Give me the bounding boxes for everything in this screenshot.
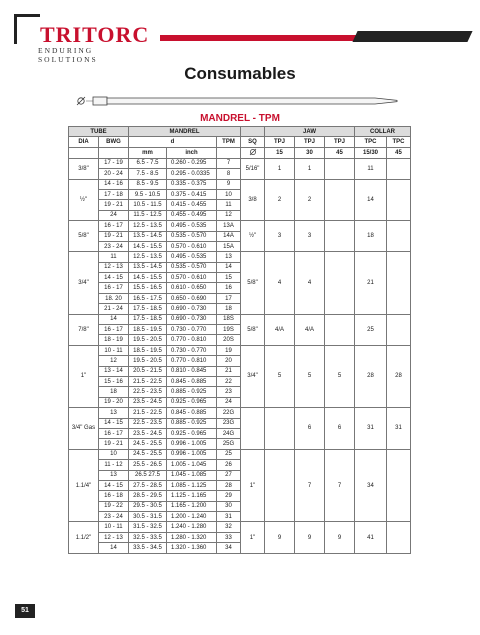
- cell-tpj-15: [265, 408, 295, 450]
- page-title: Consumables: [184, 64, 296, 83]
- cell-d-inch: 0.335 - 0.375: [167, 179, 217, 189]
- cell-bwg: 14: [99, 543, 129, 553]
- cell-d-inch: 0.610 - 0.650: [167, 283, 217, 293]
- cell-d-inch: 1.005 - 1.045: [167, 460, 217, 470]
- cell-bwg: 10 - 11: [99, 345, 129, 355]
- cell-d-mm: 8.5 - 9.5: [129, 179, 167, 189]
- cell-tpm: 18: [217, 304, 241, 314]
- cell-d-inch: 0.810 - 0.845: [167, 366, 217, 376]
- cell-d-mm: 20.5 - 21.5: [129, 366, 167, 376]
- cell-bwg: 13: [99, 470, 129, 480]
- cell-d-mm: 23.5 - 24.5: [129, 428, 167, 438]
- cell-d-mm: 27.5 - 28.5: [129, 480, 167, 490]
- table-row: [69, 522, 411, 532]
- cell-sq: 3/4": [241, 345, 265, 407]
- cell-tpc-1530: 11: [355, 158, 387, 179]
- col-header-tpj-15: TPJ: [265, 137, 295, 147]
- cell-tpm: 19: [217, 345, 241, 355]
- cell-tpj-15: 5: [265, 345, 295, 407]
- diameter-symbol-icon: [77, 97, 85, 105]
- col-header-bwg: BWG: [99, 137, 129, 147]
- cell-tpm: 20: [217, 356, 241, 366]
- cell-tpm: 23G: [217, 418, 241, 428]
- group-header-jaw: JAW: [265, 127, 355, 137]
- cell-sq: 5/8": [241, 314, 265, 345]
- cell-bwg: 12: [99, 356, 129, 366]
- cell-tpm: 25G: [217, 439, 241, 449]
- cell-tpm: 21: [217, 366, 241, 376]
- cell-tpm: 24G: [217, 428, 241, 438]
- table-unit-header-row: [69, 147, 411, 158]
- cell-tpm: 7: [217, 158, 241, 168]
- group-header-collar: COLLAR: [355, 127, 411, 137]
- cell-d-inch: 0.770 - 0.810: [167, 335, 217, 345]
- cell-tpj-15: 3: [265, 221, 295, 252]
- unit-tpc-1530: 15/30: [355, 147, 387, 158]
- cell-tpj-45: 5: [325, 345, 355, 407]
- unit-sq: [241, 147, 265, 158]
- cell-d-inch: 0.925 - 0.965: [167, 428, 217, 438]
- cell-bwg: 14 - 15: [99, 418, 129, 428]
- cell-d-inch: 1.045 - 1.085: [167, 470, 217, 480]
- cell-tpj-30: 3: [295, 221, 325, 252]
- cell-d-inch: 0.650 - 0.690: [167, 293, 217, 303]
- page-header: [0, 0, 480, 64]
- unit-dia: [69, 147, 99, 158]
- cell-d-inch: 0.730 - 0.770: [167, 345, 217, 355]
- cell-d-mm: 23.5 - 24.5: [129, 397, 167, 407]
- cell-tpj-30: 4/A: [295, 314, 325, 345]
- cell-tpc-1530: 34: [355, 449, 387, 522]
- cell-d-mm: 6.5 - 7.5: [129, 158, 167, 168]
- unit-tpc-45: 45: [387, 147, 411, 158]
- cell-bwg: 14 - 15: [99, 480, 129, 490]
- cell-dia: 1": [69, 345, 99, 407]
- cell-d-inch: 1.320 - 1.360: [167, 543, 217, 553]
- cell-bwg: 19 - 22: [99, 501, 129, 511]
- cell-tpj-30: 4: [295, 252, 325, 314]
- cell-d-inch: 0.770 - 0.810: [167, 356, 217, 366]
- cell-tpj-30: 1: [295, 158, 325, 179]
- cell-tpj-15: 1: [265, 158, 295, 179]
- cell-d-mm: 25.5 - 26.5: [129, 460, 167, 470]
- cell-tpm: 30: [217, 501, 241, 511]
- cell-tpm: 24: [217, 397, 241, 407]
- cell-d-mm: 12.5 - 13.5: [129, 221, 167, 231]
- cell-bwg: 16 - 17: [99, 428, 129, 438]
- cell-dia: 5/8": [69, 221, 99, 252]
- cell-tpm: 12: [217, 210, 241, 220]
- cell-sq: 5/8": [241, 252, 265, 314]
- cell-tpm: 9: [217, 179, 241, 189]
- cell-tpj-45: [325, 314, 355, 345]
- cell-tpm: 28: [217, 480, 241, 490]
- cell-tpj-30: 2: [295, 179, 325, 221]
- cell-d-inch: 0.535 - 0.570: [167, 231, 217, 241]
- cell-d-mm: 13.5 - 14.5: [129, 262, 167, 272]
- cell-d-mm: 15.5 - 16.5: [129, 283, 167, 293]
- cell-tpj-15: [265, 449, 295, 522]
- cell-dia: 3/4": [69, 252, 99, 314]
- cell-d-mm: 13.5 - 14.5: [129, 231, 167, 241]
- cell-tpm: 31: [217, 512, 241, 522]
- cell-d-inch: 1.200 - 1.240: [167, 512, 217, 522]
- cell-tpm: 18S: [217, 314, 241, 324]
- cell-sq: 1": [241, 449, 265, 522]
- cell-tpj-45: [325, 179, 355, 221]
- cell-tpm: 32: [217, 522, 241, 532]
- col-header-tpm: TPM: [217, 137, 241, 147]
- cell-dia: 3/4" Gas: [69, 408, 99, 450]
- cell-d-mm: 19.5 - 20.5: [129, 335, 167, 345]
- cell-tpm: 10: [217, 189, 241, 199]
- cell-d-inch: 0.845 - 0.885: [167, 408, 217, 418]
- cell-tpm: 16: [217, 283, 241, 293]
- cell-d-inch: 0.885 - 0.925: [167, 387, 217, 397]
- cell-dia: 1.1/4": [69, 449, 99, 522]
- cell-d-inch: 1.280 - 1.320: [167, 532, 217, 542]
- unit-bwg: [99, 147, 129, 158]
- cell-bwg: 23 - 24: [99, 512, 129, 522]
- cell-tpm: 19S: [217, 325, 241, 335]
- cell-tpj-15: 9: [265, 522, 295, 553]
- cell-bwg: 17 - 18: [99, 189, 129, 199]
- table-row: [69, 314, 411, 324]
- cell-d-mm: 12.5 - 13.5: [129, 252, 167, 262]
- cell-d-inch: 0.375 - 0.415: [167, 189, 217, 199]
- cell-tpj-45: 7: [325, 449, 355, 522]
- cell-tpm: 11: [217, 200, 241, 210]
- cell-d-inch: 0.845 - 0.885: [167, 376, 217, 386]
- cell-tpc-1530: 41: [355, 522, 387, 553]
- cell-bwg: 19 - 21: [99, 200, 129, 210]
- cell-tpc-1530: 28: [355, 345, 387, 407]
- cell-tpm: 14A: [217, 231, 241, 241]
- cell-bwg: 12 - 13: [99, 532, 129, 542]
- col-header-d: d: [129, 137, 217, 147]
- cell-bwg: 18. 20: [99, 293, 129, 303]
- cell-tpj-30: 6: [295, 408, 325, 450]
- cell-tpm: 13A: [217, 221, 241, 231]
- cell-d-mm: 26.5 27.5: [129, 470, 167, 480]
- cell-bwg: 12 - 13: [99, 262, 129, 272]
- cell-d-mm: 22.5 - 23.5: [129, 418, 167, 428]
- table-row: [69, 345, 411, 355]
- table-column-header-row: [69, 137, 411, 147]
- table-row: [69, 252, 411, 262]
- group-header-tube: TUBE: [69, 127, 129, 137]
- cell-bwg: 19 - 21: [99, 439, 129, 449]
- unit-tpm: [217, 147, 241, 158]
- cell-bwg: 14: [99, 314, 129, 324]
- cell-bwg: 13 - 14: [99, 366, 129, 376]
- cell-bwg: 16 - 17: [99, 325, 129, 335]
- cell-sq: [241, 408, 265, 450]
- cell-d-mm: 28.5 - 29.5: [129, 491, 167, 501]
- cell-d-mm: 17.5 - 18.5: [129, 304, 167, 314]
- cell-bwg: 11: [99, 252, 129, 262]
- cell-d-mm: 18.5 - 19.5: [129, 345, 167, 355]
- cell-d-mm: 16.5 - 17.5: [129, 293, 167, 303]
- cell-tpm: 15A: [217, 241, 241, 251]
- cell-bwg: 24: [99, 210, 129, 220]
- cell-bwg: 14 - 15: [99, 273, 129, 283]
- cell-tpc-1530: 31: [355, 408, 387, 450]
- cell-tpm: 22G: [217, 408, 241, 418]
- brand-logo: [14, 14, 154, 64]
- cell-d-mm: 10.5 - 11.5: [129, 200, 167, 210]
- cell-bwg: 10: [99, 449, 129, 459]
- cell-d-inch: 1.240 - 1.280: [167, 522, 217, 532]
- cell-tpc-45: [387, 252, 411, 314]
- cell-tpm: 17: [217, 293, 241, 303]
- cell-bwg: 16 - 17: [99, 221, 129, 231]
- table-body: [69, 158, 411, 553]
- col-header-tpc-45: TPC: [387, 137, 411, 147]
- cell-d-mm: 33.5 - 34.5: [129, 543, 167, 553]
- cell-d-mm: 18.5 - 19.5: [129, 325, 167, 335]
- col-header-tpj-30: TPJ: [295, 137, 325, 147]
- page-number: 51: [15, 604, 35, 618]
- cell-dia: 1.1/2": [69, 522, 99, 553]
- mandrel-drawing: [75, 88, 415, 114]
- unit-tpj-30: 30: [295, 147, 325, 158]
- cell-tpc-1530: 14: [355, 179, 387, 221]
- cell-tpj-30: 7: [295, 449, 325, 522]
- section-title: MANDREL - TPM: [200, 113, 280, 124]
- cell-dia: 3/8": [69, 158, 99, 179]
- cell-d-mm: 32.5 - 33.5: [129, 532, 167, 542]
- brand-tagline: ENDURING SOLUTIONS: [38, 46, 98, 64]
- cell-d-mm: 14.5 - 15.5: [129, 273, 167, 283]
- cell-tpm: 15: [217, 273, 241, 283]
- cell-d-mm: 31.5 - 32.5: [129, 522, 167, 532]
- unit-tpj-15: 15: [265, 147, 295, 158]
- table-row: [69, 221, 411, 231]
- table-group-header-row: [69, 127, 411, 137]
- cell-d-inch: 0.925 - 0.965: [167, 397, 217, 407]
- cell-tpj-30: 9: [295, 522, 325, 553]
- cell-dia: ½": [69, 179, 99, 221]
- cell-d-inch: 0.455 - 0.495: [167, 210, 217, 220]
- cell-bwg: 19 - 21: [99, 231, 129, 241]
- unit-tpj-45: 45: [325, 147, 355, 158]
- cell-tpc-1530: 25: [355, 314, 387, 345]
- cell-tpj-30: 5: [295, 345, 325, 407]
- col-header-dia: DIA: [69, 137, 99, 147]
- group-header-blank: [241, 127, 265, 137]
- cell-d-inch: 0.415 - 0.455: [167, 200, 217, 210]
- cell-d-mm: 22.5 - 23.5: [129, 387, 167, 397]
- cell-tpm: 8: [217, 169, 241, 179]
- cell-sq: ½": [241, 221, 265, 252]
- cell-tpc-45: [387, 522, 411, 553]
- cell-d-mm: 21.5 - 22.5: [129, 376, 167, 386]
- cell-d-inch: 1.165 - 1.200: [167, 501, 217, 511]
- cell-bwg: 11 - 12: [99, 460, 129, 470]
- cell-tpc-45: [387, 179, 411, 221]
- mandrel-spec-table: [68, 126, 411, 554]
- cell-d-mm: 30.5 - 31.5: [129, 512, 167, 522]
- cell-d-inch: 0.535 - 0.570: [167, 262, 217, 272]
- cell-tpc-1530: 18: [355, 221, 387, 252]
- group-header-mandrel: MANDREL: [129, 127, 241, 137]
- cell-d-inch: 0.260 - 0.295: [167, 158, 217, 168]
- mandrel-shape: [93, 97, 397, 105]
- cell-tpm: 27: [217, 470, 241, 480]
- cell-tpm: 23: [217, 387, 241, 397]
- col-header-tpc-1530: TPC: [355, 137, 387, 147]
- cell-bwg: 18: [99, 387, 129, 397]
- cell-tpm: 22: [217, 376, 241, 386]
- cell-tpj-45: [325, 252, 355, 314]
- cell-bwg: 21 - 24: [99, 304, 129, 314]
- cell-d-mm: 17.5 - 18.5: [129, 314, 167, 324]
- cell-d-inch: 0.996 - 1.005: [167, 449, 217, 459]
- cell-d-inch: 0.730 - 0.770: [167, 325, 217, 335]
- unit-mm: mm: [129, 147, 167, 158]
- cell-tpj-15: 4/A: [265, 314, 295, 345]
- cell-tpm: 26: [217, 460, 241, 470]
- cell-tpj-45: 9: [325, 522, 355, 553]
- cell-dia: 7/8": [69, 314, 99, 345]
- cell-tpj-15: 4: [265, 252, 295, 314]
- cell-d-mm: 24.5 - 25.5: [129, 439, 167, 449]
- header-red-bar: [160, 35, 360, 41]
- cell-d-inch: 0.495 - 0.535: [167, 252, 217, 262]
- cell-d-mm: 24.5 - 25.5: [129, 449, 167, 459]
- cell-d-inch: 0.495 - 0.535: [167, 221, 217, 231]
- cell-tpj-45: 6: [325, 408, 355, 450]
- table-row: [69, 449, 411, 459]
- cell-bwg: 14 - 16: [99, 179, 129, 189]
- cell-d-inch: 0.996 - 1.005: [167, 439, 217, 449]
- cell-bwg: 23 - 24: [99, 241, 129, 251]
- cell-tpc-1530: 21: [355, 252, 387, 314]
- cell-tpm: 25: [217, 449, 241, 459]
- cell-tpc-45: [387, 314, 411, 345]
- cell-bwg: 16 - 17: [99, 283, 129, 293]
- cell-tpm: 20S: [217, 335, 241, 345]
- unit-inch: inch: [167, 147, 217, 158]
- cell-tpj-45: [325, 158, 355, 179]
- cell-bwg: 10 - 11: [99, 522, 129, 532]
- cell-d-inch: 0.690 - 0.730: [167, 314, 217, 324]
- cell-d-mm: 11.5 - 12.5: [129, 210, 167, 220]
- cell-bwg: 15 - 16: [99, 376, 129, 386]
- cell-sq: 1": [241, 522, 265, 553]
- cell-bwg: 13: [99, 408, 129, 418]
- table-row: [69, 179, 411, 189]
- cell-bwg: 16 - 18: [99, 491, 129, 501]
- cell-d-inch: 0.295 - 0.0335: [167, 169, 217, 179]
- cell-d-mm: 29.5 - 30.5: [129, 501, 167, 511]
- table-row: [69, 408, 411, 418]
- cell-tpc-45: 28: [387, 345, 411, 407]
- col-header-sq: SQ: [241, 137, 265, 147]
- cell-d-inch: 1.125 - 1.165: [167, 491, 217, 501]
- cell-sq: 5/16": [241, 158, 265, 179]
- cell-d-inch: 0.690 - 0.730: [167, 304, 217, 314]
- logo-bracket-mark: [14, 14, 40, 44]
- col-header-tpj-45: TPJ: [325, 137, 355, 147]
- cell-tpj-45: [325, 221, 355, 252]
- cell-tpm: 34: [217, 543, 241, 553]
- cell-bwg: 18 - 19: [99, 335, 129, 345]
- cell-tpc-45: [387, 449, 411, 522]
- cell-tpc-45: 31: [387, 408, 411, 450]
- cell-bwg: 17 - 19: [99, 158, 129, 168]
- header-dark-bar: [352, 31, 472, 42]
- cell-d-inch: 0.570 - 0.610: [167, 241, 217, 251]
- cell-d-mm: 21.5 - 22.5: [129, 408, 167, 418]
- cell-bwg: 20 - 24: [99, 169, 129, 179]
- cell-tpj-15: 2: [265, 179, 295, 221]
- cell-tpc-45: [387, 158, 411, 179]
- cell-tpm: 13: [217, 252, 241, 262]
- cell-bwg: 19 - 20: [99, 397, 129, 407]
- cell-tpm: 33: [217, 532, 241, 542]
- cell-d-mm: 7.5 - 8.5: [129, 169, 167, 179]
- cell-tpm: 29: [217, 491, 241, 501]
- cell-d-inch: 0.570 - 0.610: [167, 273, 217, 283]
- cell-d-inch: 1.085 - 1.125: [167, 480, 217, 490]
- cell-d-inch: 0.885 - 0.925: [167, 418, 217, 428]
- cell-tpc-45: [387, 221, 411, 252]
- table-row: [69, 158, 411, 168]
- cell-d-mm: 9.5 - 10.5: [129, 189, 167, 199]
- brand-name: TRITORC: [40, 22, 150, 47]
- cell-tpm: 14: [217, 262, 241, 272]
- cell-d-mm: 19.5 - 20.5: [129, 356, 167, 366]
- diameter-symbol-icon: [249, 148, 257, 156]
- cell-d-mm: 14.5 - 15.5: [129, 241, 167, 251]
- cell-sq: 3/8: [241, 179, 265, 221]
